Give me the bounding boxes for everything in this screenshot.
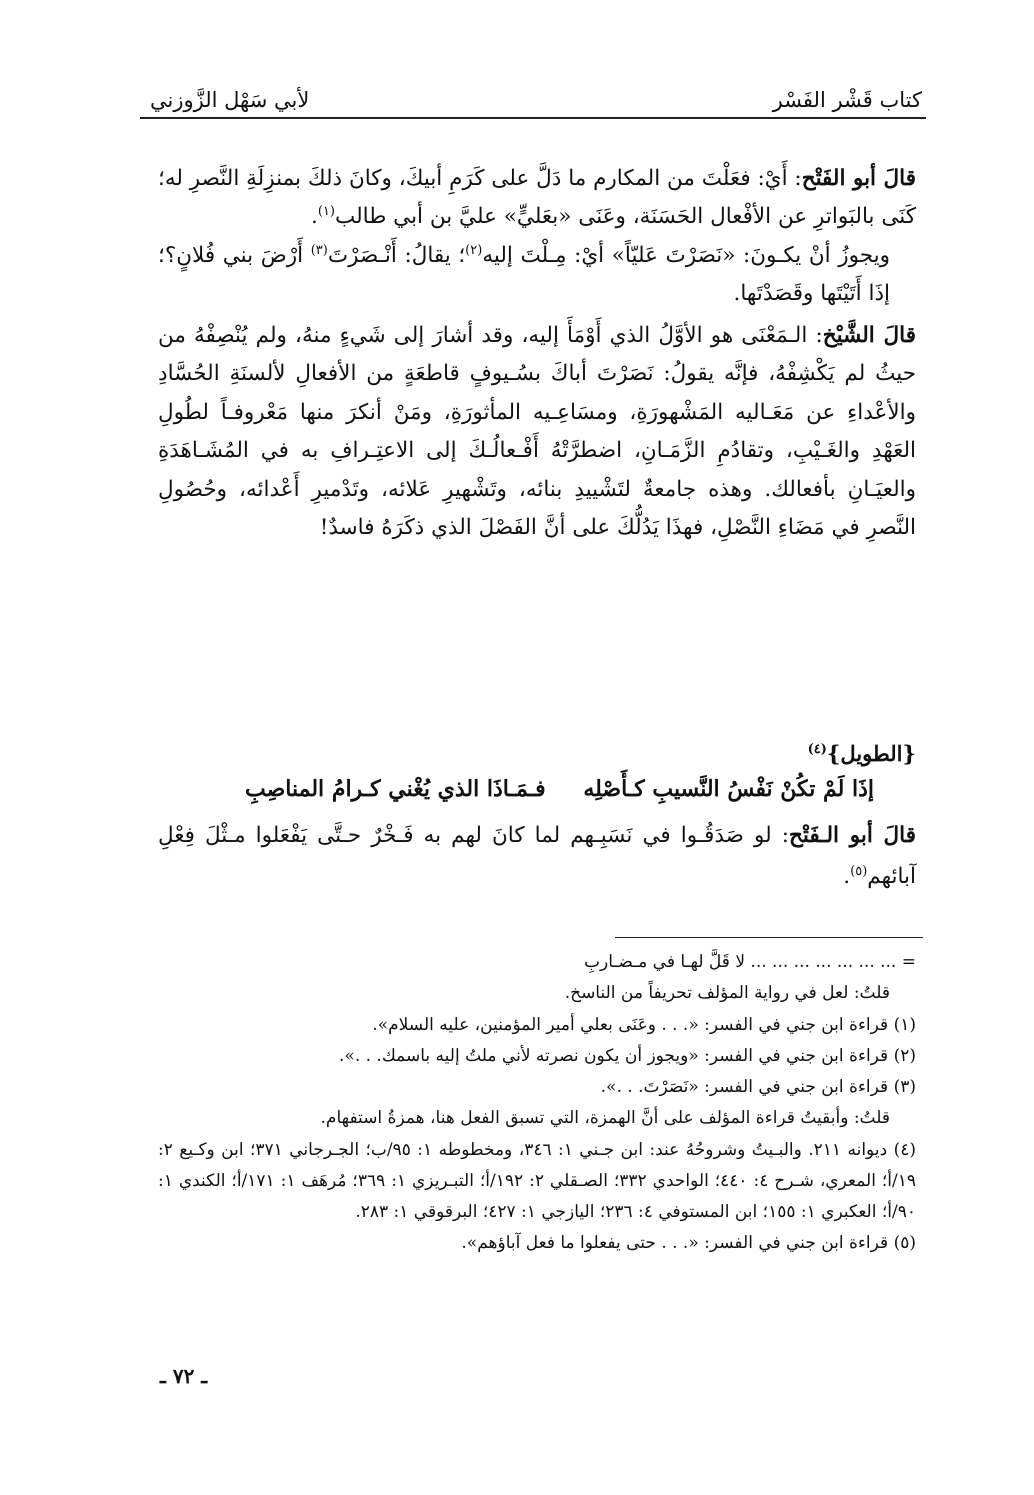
paragraph-text: : أَيْ: فعَلْتَ من المكارم ما دَلَّ على كَرَمِ أبيكَ، وكانَ ذلكَ بمنزِلَةِ النَّصرِ له؛ كَنَى بالبَواترِ عن الأفْعال الحَسَنَة، وعَنَى «بعَليٍّ» عليَّ بن أبي طالب	[158, 166, 916, 230]
book-title: كتاب قَشْر الفَسْر	[772, 88, 922, 112]
verse-first-hemistich: إذَا لَمْ تكُنْ نَفْسُ النَّسيبِ كـأَصْلِه	[583, 776, 874, 802]
author-name: لأبي سَهْل الزَّوزني	[150, 88, 310, 112]
paragraph-yajuz	[158, 237, 916, 314]
header-rule	[140, 117, 926, 119]
running-head	[150, 78, 922, 112]
footnote-2: (٢) قراءة ابن جني في الفسر: «ويجوز أن يكون نصرته لأني ملتُ إليه باسمك. . .».	[339, 1045, 916, 1066]
paragraph-text: : الـمَعْنَى هو الأوَّلُ الذي أَوْمَأَ إليه، وقد أشارَ إلى شَيءٍ منهُ، ولم يُنْصِفْهُ من حيثُ لم يَكْشِفْهُ، فإنَّه يقولُ: نَصَرْتَ أباكَ بسُـيوفٍ قاطعَةٍ من الأفعالِ لألسنَةِ الحُسَّادِ والأعْداءِ عن مَعَـاليه المَشْهورَةِ، ومسَاعِـيه المأثورَةِ، ومَنْ أنكرَ منها مَعْروفـاً لطُولِ العَهْدِ والغَـيْبِ، وتقادُمِ الزَّمَـانِ، اضطرَّتْهُ أَفْـعالُـكَ إلى الاعتِـرافِ به في المُشَـاهَدَةِ والعيَـانِ بأفعالك. وهذه جامعةٌ لتَشْييدِ بنائه، وتَشْهيرِ عَلائه، وتَدْميرِ أَعْدائه، وحُصُولِ النَّصرِ في مَضَاءِ النَّصْلِ، فهذَا يَدُلُّكَ على أنَّ الفَصْلَ الذي ذكَرَهُ فاسدٌ!	[158, 322, 916, 541]
verse-second-hemistich: فـمَـاذَا الذي يُغْني كـرامُ المناصِبِ	[245, 776, 546, 802]
paragraph-sheikh	[158, 317, 916, 548]
footnote-separator	[615, 937, 923, 938]
paragraph-text: : لو صَدَقُـوا في نَسَبِـهم لما كانَ لهم به فَـخْرٌ حـتَّى يَفْعَلوا مـثْلَ فِعْلِ آبائهم	[158, 823, 916, 889]
verse-commentary	[158, 816, 916, 898]
poem-meter: {الطويل}$^{(٤)}$	[807, 741, 916, 766]
footnotes	[158, 947, 916, 1260]
footnote-remark: قلتُ: وأبقيتُ قراءة المؤلف على أنَّ الهمزة، التي تسبق الفعل هنا، همزةُ استفهام.	[320, 1108, 890, 1129]
footnote-continuation: = ... ... ... ... ... ... ... لا قَلَّ لهـا في مـضـاربِ	[584, 952, 916, 972]
footnote-4: (٤) ديوانه ٢١١. والبـيتُ وشروحُهُ عند: ابن جـني ١: ٣٤٦، ومخطوطه ١: ٩٥/ب؛ الجـرجاني ٣٧١؛ ابن وكـيع ٢: ١٩/أ؛ المعري، شـرح ٤: ٤٤٠؛ الواحدي ٣٣٢؛ الصـقلي ٢: ١٩٢/أ؛ التبـريزي ١: ٣٦٩؛ مُرهَف ١: ١٧١/أ؛ الكندي ١: ٩٠/أ؛ العكبري ١: ١٥٥؛ ابن المستوفي ٤: ٢٣٦؛ اليازجي ١: ٤٢٧؛ البرقوقي ١: ٢٨٣.	[158, 1139, 916, 1223]
footnote-3: (٣) قراءة ابن جني في الفسر: «نَصَرْتَ. . .».	[600, 1077, 916, 1098]
footnote-ref: (٥)	[850, 863, 868, 879]
paragraph-text: ؛ يقالُ: أَنْـصَرْتَ	[327, 242, 466, 268]
paragraph-end: .	[843, 863, 851, 889]
speaker-label: قالَ أبو الفَتْح	[801, 166, 916, 191]
paragraph-text: ويجوزُ أنْ يكـونَ: «نَصَرْتَ عَليّاً» أيْ: مِـلْتَ إليه	[482, 242, 890, 268]
footnote-ref: (١)	[317, 204, 335, 220]
footnote-remark: قلتُ: لعل في رواية المؤلف تحريفاً من الناسخ.	[564, 983, 890, 1004]
poem-verse	[245, 776, 874, 816]
main-text	[158, 160, 916, 548]
paragraph-abu-alfath	[158, 160, 916, 237]
footnote-ref: (٤)	[807, 742, 827, 757]
speaker-label: قالَ الشَّيْخ	[822, 322, 916, 348]
speaker-label: قالَ أبو الـفَتْح	[788, 823, 916, 848]
commentary-paragraph	[158, 816, 916, 898]
paragraph-text: أَرْضَ بني فُلانٍ؟؛ إذَا أَتَيْتَها وقَصَدْتَها.	[158, 242, 890, 307]
paragraph-end: .	[311, 204, 318, 230]
page-number: ـ ٧٢ ـ	[160, 1364, 208, 1388]
footnote-ref: (٢)	[465, 242, 483, 258]
footnote-5: (٥) قراءة ابن جني في الفسر: «. . . حتى يفعلوا ما فعل آباؤهم».	[461, 1233, 916, 1254]
footnote-1: (١) قراءة ابن جني في الفسر: «. . . وعَنَى بعلي أمير المؤمنين، عليه السلام».	[372, 1014, 916, 1035]
footnote-ref: (٣)	[310, 242, 328, 258]
